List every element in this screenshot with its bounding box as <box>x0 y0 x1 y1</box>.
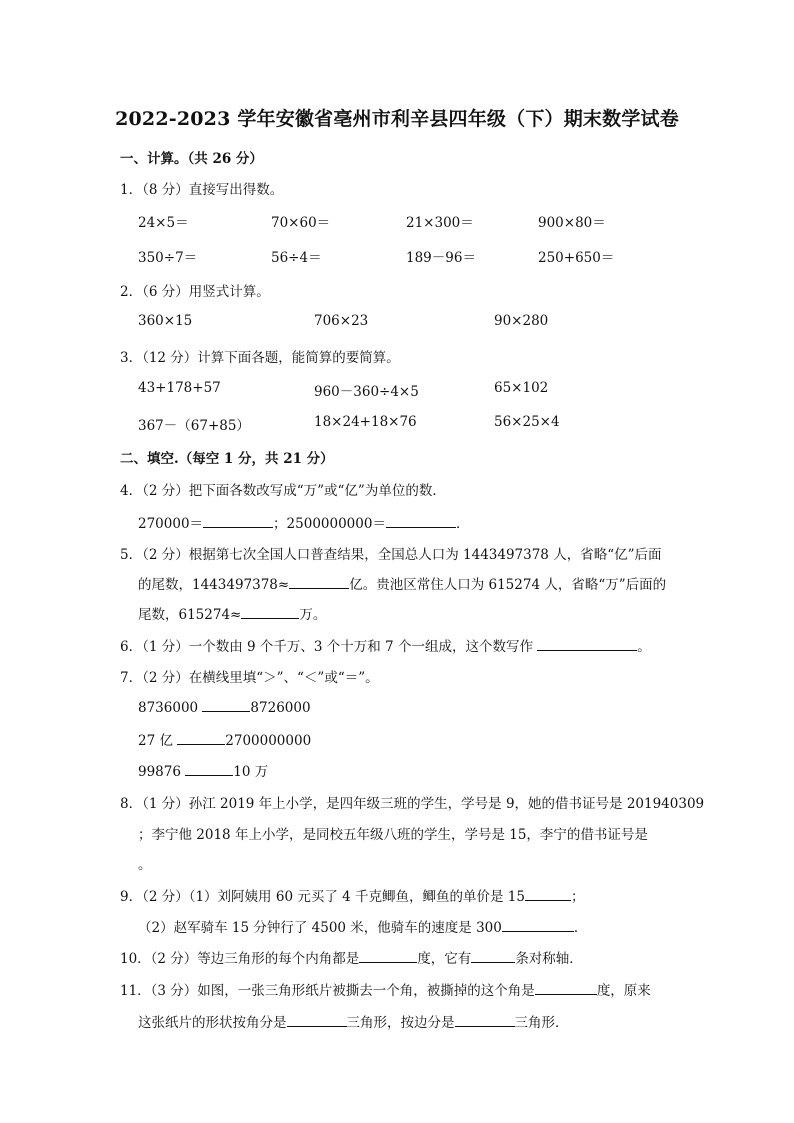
question-9-line-1 <box>120 885 584 905</box>
q2-item: 706×23 <box>314 313 369 329</box>
q7-text: 8726000 <box>250 700 311 716</box>
q1-item: 70×60＝ <box>271 215 331 231</box>
q7-text: 8736000 <box>138 700 203 716</box>
q5-text: 的尾数，1443497378≈ <box>138 577 290 593</box>
section-heading-1: 一、计算。（共 26 分） <box>120 151 263 167</box>
q7-text: 27 亿 <box>138 733 178 749</box>
q3-item: 43+178+57 <box>138 380 221 396</box>
q11-text: 11．（3 分）如图，一张三角形纸片被撕去一个角，被撕掉的这个角是 <box>120 983 535 999</box>
answer-blank[interactable] <box>202 698 250 712</box>
question-11-line-2 <box>138 1011 569 1031</box>
question-7-heading: 7．（2 分）在横线里填“＞”、“＜”或“＝”。 <box>120 670 379 686</box>
q1-item: 900×80＝ <box>538 215 606 231</box>
q9-text: （2）赵军骑车 15 分钟行了 4500 米，他骑车的速度是 300 <box>138 920 502 936</box>
answer-blank[interactable] <box>525 887 571 901</box>
q10-text: 度，它有 <box>417 951 472 967</box>
question-7-row-1 <box>138 698 311 716</box>
q4-text-a: 270000＝ <box>138 516 204 532</box>
answer-blank[interactable] <box>471 949 515 963</box>
answer-blank[interactable] <box>502 918 574 932</box>
question-6-line <box>120 635 651 655</box>
q3-item: 65×102 <box>494 380 549 396</box>
q6-text: 6．（1 分）一个数由 9 个千万、3 个十万和 7 个一组成，这个数写作 <box>120 639 538 655</box>
question-5-line-1: 5．（2 分）根据第七次全国人口普查结果，全国总人口为 1443497378 人，省略“亿”后面 <box>120 547 662 563</box>
question-1-heading: 1．（8 分）直接写出得数。 <box>120 182 284 198</box>
q7-text: 99876 <box>138 764 186 780</box>
q11-text: 这张纸片的形状按角分是 <box>138 1015 287 1031</box>
q3-item: 960－360÷4×5 <box>314 384 419 400</box>
question-8-line-3: 。 <box>138 857 152 873</box>
q1-item: 250+650＝ <box>538 250 615 266</box>
question-5-line-2 <box>138 573 666 593</box>
q9-text: 9．（2 分）（1）刘阿姨用 60 元买了 4 千克鲫鱼，鲫鱼的单价是 15 <box>120 889 525 905</box>
q2-item: 90×280 <box>494 313 549 329</box>
q3-item: 18×24+18×76 <box>314 414 417 430</box>
answer-blank[interactable] <box>177 731 225 745</box>
q4-text-end: ． <box>455 516 470 532</box>
answer-blank[interactable] <box>203 514 273 528</box>
answer-blank[interactable] <box>455 1013 515 1027</box>
question-9-line-2 <box>138 916 587 936</box>
q10-text: 10．（2 分）等边三角形的每个内角都是 <box>120 951 360 967</box>
q5-text: 亿。贵池区常住人口为 615274 人，省略“万”后面的 <box>349 577 667 593</box>
q9-text: ； <box>570 889 585 905</box>
q3-item: 367－（67+85） <box>138 418 250 434</box>
question-10-line <box>120 947 583 967</box>
answer-blank[interactable] <box>287 1013 347 1027</box>
q1-item: 21×300＝ <box>406 215 474 231</box>
q11-text: 三角形． <box>514 1015 569 1031</box>
answer-blank[interactable] <box>537 637 637 651</box>
answer-blank[interactable] <box>289 575 349 589</box>
question-7-row-2 <box>138 729 311 749</box>
question-5-line-3 <box>138 603 326 623</box>
q11-text: 度，原来 <box>596 983 651 999</box>
q3-item: 56×25×4 <box>494 414 560 430</box>
question-4-heading: 4．（2 分）把下面各数改写成“万”或“亿”为单位的数． <box>120 483 446 499</box>
q1-item: 56÷4＝ <box>271 250 322 266</box>
q2-item: 360×15 <box>138 313 193 329</box>
q5-text: 万。 <box>299 607 327 623</box>
question-3-heading: 3．（12 分）计算下面各题，能简算的要简算。 <box>120 350 400 366</box>
q4-text-sep: ；2500000000＝ <box>273 516 386 532</box>
answer-blank[interactable] <box>241 605 299 619</box>
q6-text: 。 <box>637 639 651 655</box>
question-11-line-1 <box>120 979 651 999</box>
answer-blank[interactable] <box>359 949 417 963</box>
q1-item: 189－96＝ <box>406 250 476 266</box>
q1-item: 24×5＝ <box>138 215 189 231</box>
answer-blank[interactable] <box>185 762 233 776</box>
answer-blank[interactable] <box>535 981 597 995</box>
page-title: 2022-2023 学年安徽省亳州市利辛县四年级（下）期末数学试卷 <box>115 108 679 130</box>
q1-item: 350÷7＝ <box>138 250 198 266</box>
question-8-line-1: 8．（1 分）孙江 2019 年上小学，是四年级三班的学生，学号是 9，她的借书证号是 201940309 <box>120 796 705 812</box>
q7-text: 2700000000 <box>225 733 312 749</box>
q7-text: 10 万 <box>233 764 269 780</box>
q9-text: ． <box>573 920 588 936</box>
q5-text: 尾数，615274≈ <box>138 607 242 623</box>
q10-text: 条对称轴． <box>515 951 583 967</box>
question-7-row-3 <box>138 760 268 780</box>
question-2-heading: 2．（6 分）用竖式计算。 <box>120 284 270 300</box>
question-4-line <box>138 512 469 532</box>
answer-blank[interactable] <box>386 514 456 528</box>
section-heading-2: 二、填空.（每空 1 分，共 21 分） <box>120 451 334 467</box>
q11-text: 三角形，按边分是 <box>346 1015 455 1031</box>
question-8-line-2: ；李宁他 2018 年上小学，是同校五年级八班的学生，学号是 15，李宁的借书证号是 <box>138 827 648 843</box>
